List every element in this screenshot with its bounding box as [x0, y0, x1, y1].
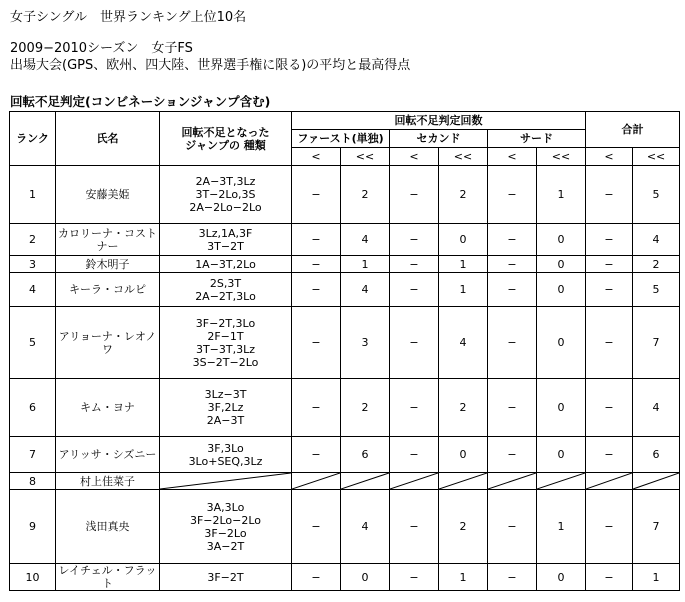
count-cell-f2: 3: [341, 307, 390, 379]
count-cell-s2: 1: [439, 564, 488, 591]
jumps-cell: [160, 166, 292, 224]
count-cell-tot2: 7: [633, 307, 680, 379]
count-cell-t1: −: [488, 224, 537, 256]
count-cell-empty: [633, 473, 680, 490]
count-cell-tot2: 5: [633, 166, 680, 224]
jumps-cell: [160, 273, 292, 307]
count-cell-s2: 0: [439, 224, 488, 256]
count-cell-f1: −: [292, 564, 341, 591]
name-cell: アリッサ・シズニー: [56, 437, 160, 473]
count-cell-tot2: 4: [633, 224, 680, 256]
jump-entry: 3F,2Lz: [207, 401, 244, 414]
table-row: [10, 273, 680, 307]
name-cell: 浅田真央: [56, 490, 160, 564]
jumps-header: [160, 112, 292, 166]
count-cell-empty: [586, 473, 633, 490]
jump-entry: 3F−2T,3Lo: [195, 316, 256, 330]
jump-entry: 2A−3T,3Lz: [195, 175, 256, 188]
jumps-cell: [160, 437, 292, 473]
count-cell-t2: 1: [537, 490, 586, 564]
jump-entry: 2S,3T: [209, 276, 242, 290]
jumps-cell-empty: [160, 473, 292, 490]
table-body: [10, 166, 680, 591]
count-cell-t1: −: [488, 307, 537, 379]
count-cell-s1: −: [390, 273, 439, 307]
count-cell-tot2: 5: [633, 273, 680, 307]
count-cell-f1: −: [292, 224, 341, 256]
jumps-cell: [160, 256, 292, 273]
count-cell-tot1: −: [586, 490, 633, 564]
count-cell-s2: 4: [439, 307, 488, 379]
diagonal-line-icon: [341, 473, 389, 489]
name-cell: カロリーナ・コストナー: [56, 224, 160, 256]
jump-entry: 3Lo+SEQ,3Lz: [188, 454, 263, 468]
count-cell-tot2: 4: [633, 379, 680, 437]
jump-entry: 3T−2T: [207, 239, 244, 253]
jump-entry: 2A−2Lo−2Lo: [189, 201, 262, 214]
diagonal-line-icon: [439, 473, 487, 489]
count-cell-t1: −: [488, 437, 537, 473]
jumps-cell: [160, 224, 292, 256]
count-cell-f2: 4: [341, 490, 390, 564]
count-cell-f1: −: [292, 490, 341, 564]
diagonal-line-icon: [633, 473, 679, 489]
third-header: サード: [488, 130, 586, 148]
rank-cell: 2: [10, 224, 56, 256]
count-cell-s1: −: [390, 379, 439, 437]
rank-cell: 6: [10, 379, 56, 437]
season-line: 2009−2010シーズン 女子FS: [10, 41, 193, 56]
count-cell-s2: 2: [439, 490, 488, 564]
table-row: [10, 564, 680, 591]
count-cell-f1: −: [292, 437, 341, 473]
diagonal-line-icon: [160, 473, 291, 489]
page-title: 女子シングル 世界ランキング上位10名: [10, 10, 247, 25]
count-cell-s2: 0: [439, 437, 488, 473]
count-cell-f2: 6: [341, 437, 390, 473]
table-row: [10, 224, 680, 256]
count-cell-t2: 0: [537, 564, 586, 591]
jumps-cell: [160, 379, 292, 437]
rank-cell: 10: [10, 564, 56, 591]
count-cell-f1: −: [292, 256, 341, 273]
rank-cell: 5: [10, 307, 56, 379]
rank-cell: 7: [10, 437, 56, 473]
count-cell-s1: −: [390, 307, 439, 379]
name-header: 氏名: [56, 112, 160, 166]
table-row: [10, 473, 680, 490]
count-cell-t1: −: [488, 379, 537, 437]
count-cell-t1: −: [488, 564, 537, 591]
jump-entry: 3Lz−3T: [204, 388, 247, 401]
name-cell: 鈴木明子: [56, 256, 160, 273]
count-cell-t1: −: [488, 273, 537, 307]
name-cell: 村上佳菜子: [56, 473, 160, 490]
count-cell-tot2: 7: [633, 490, 680, 564]
diagonal-line-icon: [488, 473, 536, 489]
jump-entry: 3F−2Lo−2Lo: [189, 513, 262, 527]
table-row: [10, 256, 680, 273]
jump-entry: 2F−1T: [207, 329, 244, 343]
first-single-header: <: [292, 148, 341, 166]
count-cell-t2: 0: [537, 256, 586, 273]
second-header: セカンド: [390, 130, 488, 148]
total-header: 合計: [586, 112, 680, 148]
total-single-header: <: [586, 148, 633, 166]
count-cell-tot1: −: [586, 166, 633, 224]
table-row: [10, 307, 680, 379]
count-cell-tot1: −: [586, 273, 633, 307]
count-cell-t2: 0: [537, 273, 586, 307]
count-cell-s1: −: [390, 490, 439, 564]
count-cell-f1: −: [292, 379, 341, 437]
count-cell-tot1: −: [586, 224, 633, 256]
count-cell-empty: [390, 473, 439, 490]
count-cell-t2: 0: [537, 307, 586, 379]
count-cell-t2: 0: [537, 437, 586, 473]
jump-entry: 3A,3Lo: [206, 500, 245, 514]
section-title: 回転不足判定(コンビネーションジャンプ含む): [10, 94, 271, 109]
count-cell-tot1: −: [586, 564, 633, 591]
jump-entry: 3Lz,1A,3F: [198, 226, 253, 240]
jump-entry: 3S−2T−2Lo: [192, 355, 259, 369]
count-cell-tot2: 6: [633, 437, 680, 473]
table-row: [10, 166, 680, 224]
table-row: [10, 437, 680, 473]
jump-entry: 1A−3T,2Lo: [195, 257, 256, 271]
count-cell-f2: 1: [341, 256, 390, 273]
name-cell: 安藤美姫: [56, 166, 160, 224]
count-cell-s1: −: [390, 166, 439, 224]
count-cell-t2: 1: [537, 166, 586, 224]
jump-entry: 3F−2T: [207, 570, 244, 584]
count-cell-empty: [537, 473, 586, 490]
count-cell-t2: 0: [537, 379, 586, 437]
count-cell-empty: [439, 473, 488, 490]
count-cell-empty: [341, 473, 390, 490]
rank-cell: 4: [10, 273, 56, 307]
count-cell-f2: 0: [341, 564, 390, 591]
jumps-header-line2: ジャンプの 種類: [185, 138, 266, 152]
count-cell-s2: 2: [439, 166, 488, 224]
name-cell: アリョーナ・レオノワ: [56, 307, 160, 379]
count-cell-f1: −: [292, 273, 341, 307]
count-cell-s1: −: [390, 256, 439, 273]
count-cell-f1: −: [292, 307, 341, 379]
third-single-header: <: [488, 148, 537, 166]
count-cell-tot1: −: [586, 307, 633, 379]
jumps-cell: [160, 490, 292, 564]
count-cell-f2: 2: [341, 166, 390, 224]
count-cell-f2: 4: [341, 224, 390, 256]
jump-entry: 3F−2Lo: [204, 526, 247, 540]
second-single-header: <: [390, 148, 439, 166]
second-double-header: <<: [439, 148, 488, 166]
count-cell-f2: 4: [341, 273, 390, 307]
total-double-header: <<: [633, 148, 680, 166]
count-header: 回転不足判定回数: [292, 112, 586, 130]
jump-entry: 2A−2T,3Lo: [195, 289, 256, 303]
diagonal-line-icon: [292, 473, 340, 489]
count-cell-tot2: 1: [633, 564, 680, 591]
count-cell-empty: [292, 473, 341, 490]
count-cell-tot2: 2: [633, 256, 680, 273]
count-cell-s2: 1: [439, 256, 488, 273]
jump-entry: 3A−2T: [206, 539, 245, 553]
count-cell-tot1: −: [586, 379, 633, 437]
jump-entry: 3T−2Lo,3S: [195, 188, 256, 201]
third-double-header: <<: [537, 148, 586, 166]
count-cell-s1: −: [390, 564, 439, 591]
competitions-line: 出場大会(GPS、欧州、四大陸、世界選手権に限る)の平均と最高得点: [10, 58, 411, 73]
jumps-cell: [160, 564, 292, 591]
rank-cell: 3: [10, 256, 56, 273]
diagonal-line-icon: [586, 473, 632, 489]
count-cell-s1: −: [390, 224, 439, 256]
count-cell-t1: −: [488, 256, 537, 273]
count-cell-tot1: −: [586, 256, 633, 273]
count-cell-f2: 2: [341, 379, 390, 437]
count-cell-t1: −: [488, 166, 537, 224]
count-cell-empty: [488, 473, 537, 490]
name-cell: キム・ヨナ: [56, 379, 160, 437]
count-cell-s2: 1: [439, 273, 488, 307]
name-cell: キーラ・コルピ: [56, 273, 160, 307]
rank-header: ランク: [10, 112, 56, 166]
underrotation-table: [9, 111, 680, 591]
rank-cell: 8: [10, 473, 56, 490]
jump-entry: 2A−3T: [206, 414, 245, 427]
jumps-cell: [160, 307, 292, 379]
table-row: [10, 379, 680, 437]
count-cell-s2: 2: [439, 379, 488, 437]
count-cell-s1: −: [390, 437, 439, 473]
diagonal-line-icon: [390, 473, 438, 489]
name-cell: レイチェル・フラット: [56, 564, 160, 591]
rank-cell: 9: [10, 490, 56, 564]
count-cell-f1: −: [292, 166, 341, 224]
jumps-header-line1: 回転不足となった: [181, 125, 270, 139]
first-header: ファースト(単独): [292, 130, 390, 148]
jump-entry: 3F,3Lo: [207, 441, 244, 455]
rank-cell: 1: [10, 166, 56, 224]
jump-entry: 3T−3T,3Lz: [195, 342, 256, 356]
first-double-header: <<: [341, 148, 390, 166]
diagonal-line-icon: [537, 473, 585, 489]
count-cell-tot1: −: [586, 437, 633, 473]
count-cell-t1: −: [488, 490, 537, 564]
table-row: [10, 490, 680, 564]
count-cell-t2: 0: [537, 224, 586, 256]
